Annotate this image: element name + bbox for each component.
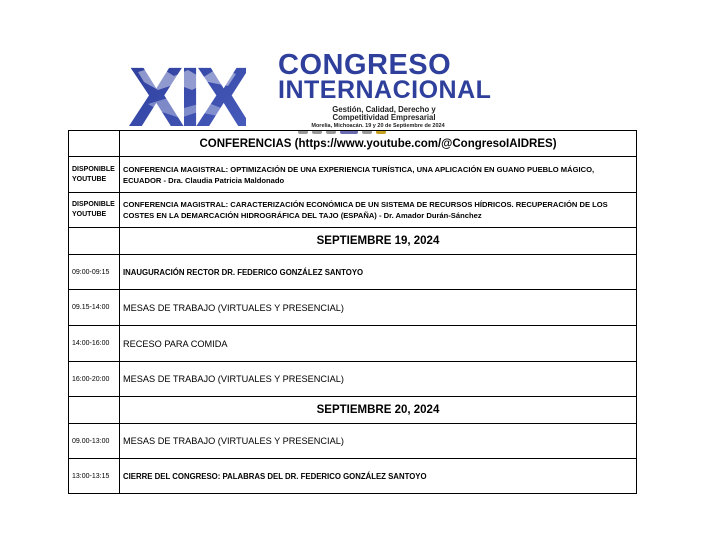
status-badge: DISPONIBLE YOUTUBE	[69, 193, 120, 228]
table-row	[69, 255, 637, 290]
activity-cell: MESAS DE TRABAJO (VIRTUALES Y PRESENCIAL)	[120, 362, 637, 397]
activity-cell: CIERRE DEL CONGRESO: PALABRAS DEL DR. FEDERICO GONZÁLEZ SANTOYO	[120, 459, 637, 494]
subtitle-line-1: Gestión, Calidad, Derecho y	[332, 105, 436, 114]
roman-numeral: XIX	[128, 52, 246, 132]
time-cell: 13:00-13:15	[69, 459, 120, 494]
table-row	[69, 459, 637, 494]
title-line-1: CONGRESO	[278, 49, 452, 81]
activity-cell: MESAS DE TRABAJO (VIRTUALES Y PRESENCIAL)	[120, 290, 637, 326]
activity-cell: INAUGURACIÓN RECTOR DR. FEDERICO GONZÁLEZ SANTOYO	[120, 255, 637, 290]
place-date: Morelia, Michoacán. 19 y 20 de Septiembre de 2024	[311, 123, 445, 129]
status-badge: DISPONIBLE YOUTUBE	[69, 157, 120, 193]
table-row	[69, 228, 637, 255]
time-cell: 16:00-20:00	[69, 362, 120, 397]
conference-item: CONFERENCIA MAGISTRAL: CARACTERIZACIÓN ECONÓMICA DE UN SISTEMA DE RECURSOS HÍDRICOS. RECUPERACIÓN DE LOS COSTES EN LA DEMARCACIÓN HIDROGRÁFICA DEL TAJO (ESPAÑA) - Dr. Amador Durán-Sánchez	[120, 193, 637, 228]
table-row	[69, 397, 637, 424]
day1-heading: SEPTIEMBRE 19, 2024	[120, 228, 637, 255]
table-row	[69, 290, 637, 326]
conferences-heading: CONFERENCIAS (https://www.youtube.com/@CongresoIAIDRES)	[120, 131, 637, 157]
subtitle-line-2: Competitividad Empresarial	[332, 113, 436, 122]
table-row	[69, 326, 637, 362]
table-row	[69, 131, 637, 157]
activity-cell: RECESO PARA COMIDA	[120, 326, 637, 362]
time-cell: 09:00-09:15	[69, 255, 120, 290]
conference-item: CONFERENCIA MAGISTRAL: OPTIMIZACIÓN DE UNA EXPERIENCIA TURÍSTICA, UNA APLICACIÓN EN GUANO PUEBLO MÁGICO, ECUADOR - Dra. Claudia Patricia Maldonado	[120, 157, 637, 193]
title-line-2: INTERNACIONAL	[278, 76, 492, 104]
time-cell: 09.00-13:00	[69, 424, 120, 459]
congress-subtitle	[294, 106, 474, 122]
time-cell: 09.15-14:00	[69, 290, 120, 326]
schedule-table	[68, 130, 637, 494]
table-row	[69, 424, 637, 459]
table-row	[69, 157, 637, 193]
roman-numeral-logo	[128, 52, 246, 132]
congress-header	[128, 49, 492, 132]
activity-cell: MESAS DE TRABAJO (VIRTUALES Y PRESENCIAL)	[120, 424, 637, 459]
table-row	[69, 193, 637, 228]
congress-title	[278, 49, 492, 104]
day2-heading: SEPTIEMBRE 20, 2024	[120, 397, 637, 424]
table-row	[69, 362, 637, 397]
time-cell: 14:00-16:00	[69, 326, 120, 362]
